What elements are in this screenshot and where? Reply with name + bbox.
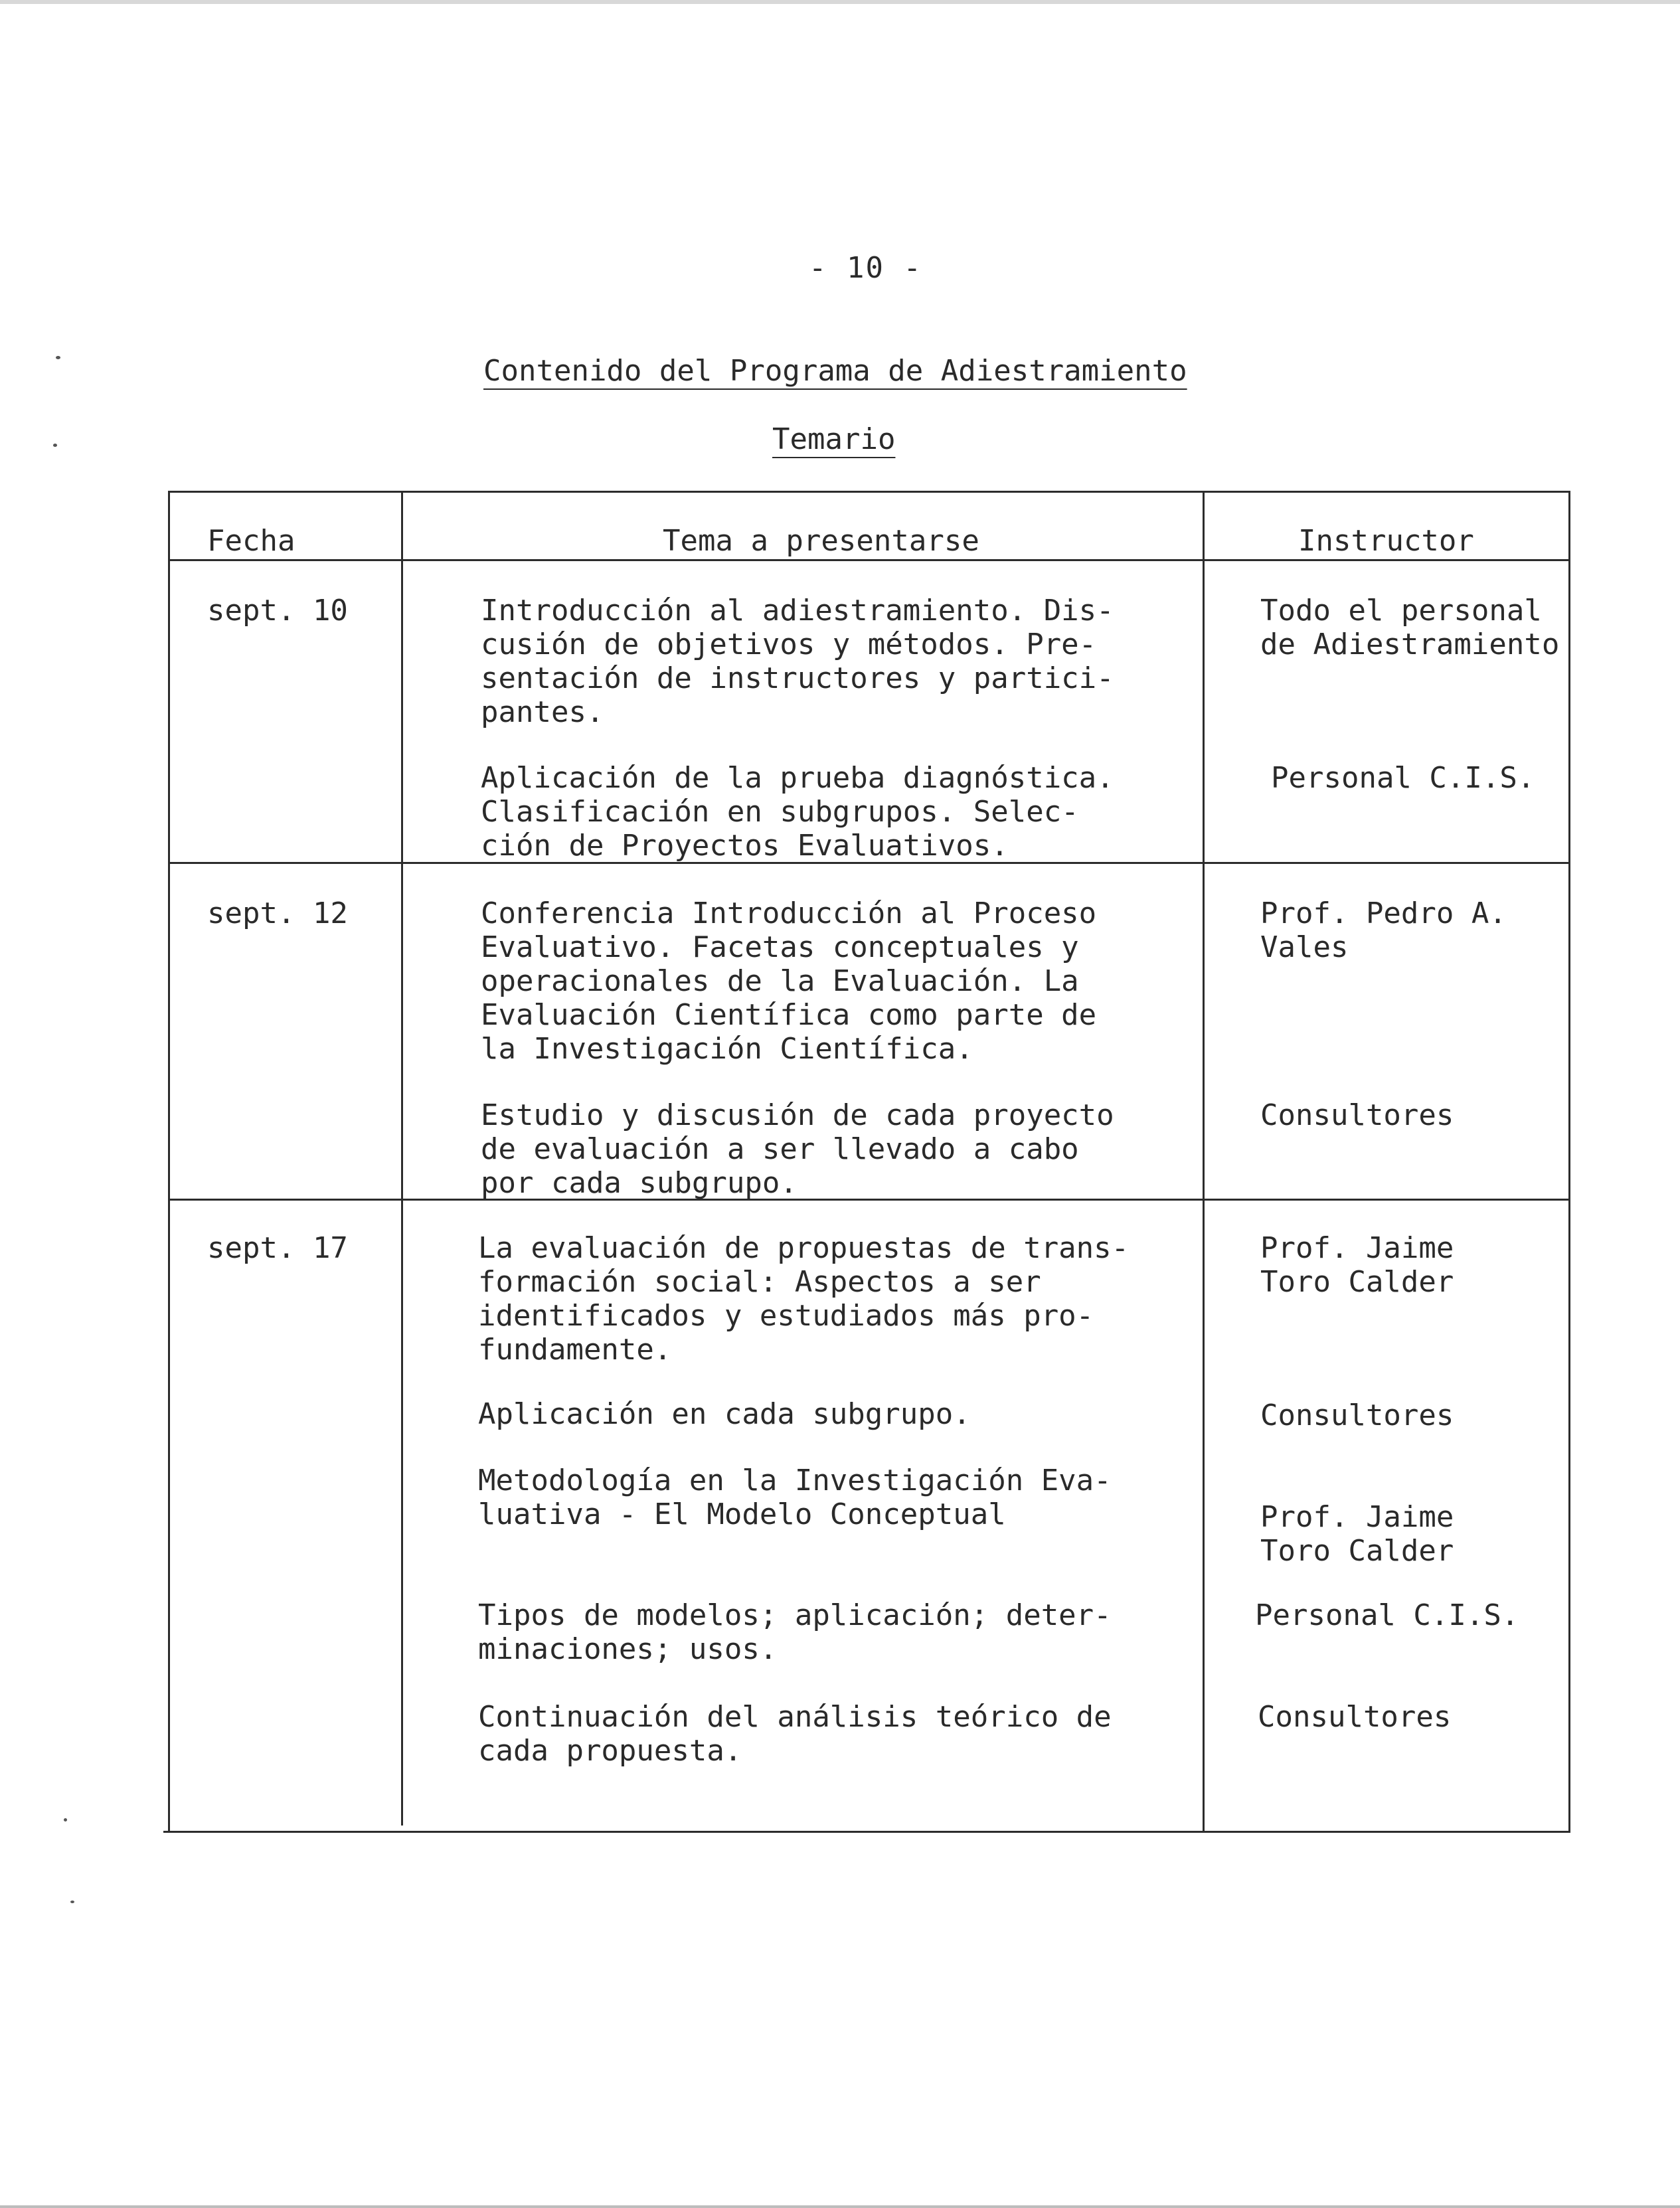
scan-speck <box>64 1818 67 1822</box>
topic-text: Introducción al adiestramiento. Dis- cusión de objetivos y métodos. Pre- sentación de instructores y partici- pantes. <box>481 594 1114 729</box>
instructor-text: Prof. Jaime Toro Calder <box>1260 1231 1454 1299</box>
instructor-text: Todo el personal de Adiestramiento <box>1260 594 1560 661</box>
table-right-border <box>1568 491 1570 1833</box>
topic-text: Aplicación de la prueba diagnóstica. Clasificación en subgrupos. Selec- ción de Proyectos Evaluativos. <box>481 761 1114 863</box>
scan-speck <box>56 356 60 359</box>
table-top-border <box>168 491 1570 493</box>
instructor-text: Consultores <box>1258 1700 1452 1734</box>
instructor-text: Consultores <box>1260 1399 1454 1432</box>
topic-text: Aplicación en cada subgrupo. <box>478 1397 971 1431</box>
topic-text: La evaluación de propuestas de trans- formación social: Aspectos a ser identificados y estudiados más pro- fundamente. <box>478 1231 1130 1367</box>
document-title: Contenido del Programa de Adiestramiento <box>483 354 1187 388</box>
row-date: sept. 17 <box>207 1231 348 1265</box>
table-column-divider <box>1203 491 1205 1833</box>
row-date: sept. 12 <box>207 896 348 930</box>
table-left-border <box>168 491 170 1833</box>
page-number: - 10 - <box>809 251 922 285</box>
instructor-text: Prof. Jaime Toro Calder <box>1260 1500 1454 1568</box>
topic-text: Metodología en la Investigación Eva- luativa - El Modelo Conceptual <box>478 1464 1112 1531</box>
topic-text: Continuación del análisis teórico de cada propuesta. <box>478 1700 1112 1768</box>
table-column-divider <box>401 491 403 1826</box>
header-instructor: Instructor <box>1298 524 1474 558</box>
topic-text: Tipos de modelos; aplicación; deter- minaciones; usos. <box>478 1598 1112 1666</box>
header-fecha: Fecha <box>207 524 295 558</box>
scan-top-edge <box>0 0 1680 4</box>
table-header-divider <box>168 559 1570 561</box>
topic-text: Conferencia Introducción al Proceso Evaluativo. Facetas conceptuales y operacionales de la Evaluación. La Evaluación Científica como parte de la Investigación Científica. <box>481 896 1097 1066</box>
row-date: sept. 10 <box>207 594 348 628</box>
scan-speck <box>70 1901 74 1903</box>
document-subtitle: Temario <box>772 422 896 456</box>
scan-speck <box>53 444 57 447</box>
instructor-text: Consultores <box>1260 1098 1454 1132</box>
header-tema: Tema a presentarse <box>663 524 979 558</box>
instructor-text: Prof. Pedro A. Vales <box>1260 896 1507 964</box>
table-bottom-border <box>163 1831 1570 1833</box>
scan-bottom-edge <box>0 2205 1680 2208</box>
topic-text: Estudio y discusión de cada proyecto de evaluación a ser llevado a cabo por cada subgrupo. <box>481 1098 1114 1200</box>
instructor-text: Personal C.I.S. <box>1255 1598 1519 1632</box>
instructor-text: Personal C.I.S. <box>1271 761 1535 795</box>
